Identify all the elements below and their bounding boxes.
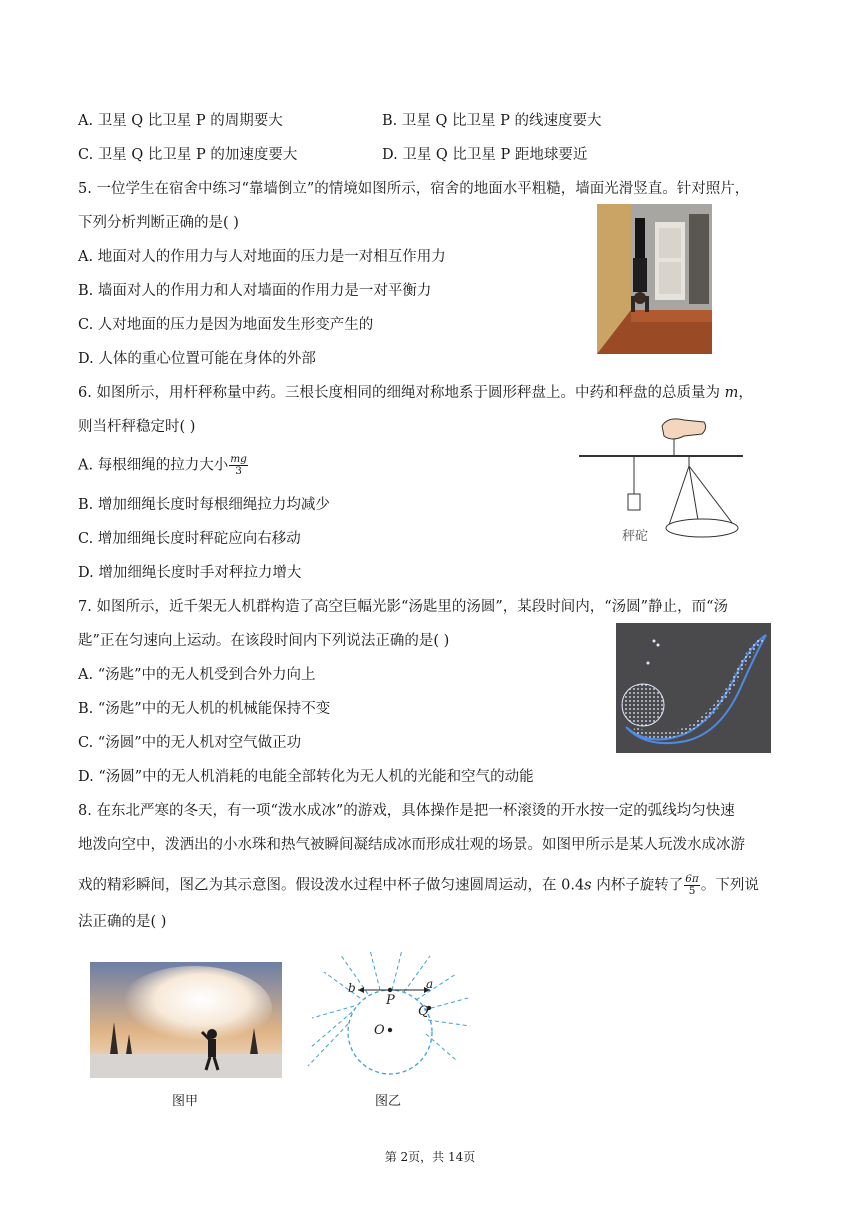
caption-figure-a: 图甲 xyxy=(172,1094,199,1109)
q8-stem-line3-prefix: 戏的精彩瞬间，图乙为其示意图。假设泼水过程中杯子做匀速圆周运动，在 0.4 xyxy=(78,877,585,894)
drone-spoon-photo xyxy=(616,623,771,753)
q5-option-a: A. 地面对人的作用力与人对地面的压力是一对相互作用力 xyxy=(78,249,446,265)
q4-option-d: D. 卫星 Q 比卫星 P 距地球要近 xyxy=(382,147,588,163)
q7-option-d: D. “汤圆”中的无人机消耗的电能全部转化为无人机的光能和空气的动能 xyxy=(78,769,534,785)
q5-option-b: B. 墙面对人的作用力和人对墙面的作用力是一对平衡力 xyxy=(78,283,432,299)
q5-stem-line2: 下列分析判断正确的是( ) xyxy=(78,215,239,231)
q6-option-d: D. 增加细绳长度时手对秤拉力增大 xyxy=(78,565,302,581)
steelyard-diagram xyxy=(576,414,746,552)
q6-stem-suffix: ， xyxy=(738,385,753,401)
q6-stem-var: m xyxy=(724,385,739,401)
q7-option-a: A. “汤匙”中的无人机受到合外力向上 xyxy=(78,667,316,683)
q8-fraction-den: 5 xyxy=(688,885,696,897)
q8-stem-line1: 8. 在东北严寒的冬天，有一项“泼水成冰”的游戏，具体操作是把一杯滚烫的开水按一定的弧线均匀快速 xyxy=(78,803,735,819)
q7-option-c: C. “汤圆”中的无人机对空气做正功 xyxy=(78,735,302,751)
circular-motion-diagram xyxy=(306,948,476,1080)
caption-figure-b: 图乙 xyxy=(375,1094,402,1109)
q4-option-b: B. 卫星 Q 比卫星 P 的线速度要大 xyxy=(382,113,602,129)
q6-stem-line1 xyxy=(78,383,753,403)
q7-stem-line1: 7. 如图所示，近千架无人机群构造了高空巨幅光影“汤匙里的汤圆”，某段时间内，“汤圆”静止，而“汤 xyxy=(78,599,729,615)
q8-stem-line3 xyxy=(78,874,759,897)
q8-stem-line3-mid: 内杯子旋转了 xyxy=(591,877,684,894)
label-o: O xyxy=(374,1023,385,1038)
label-q: Q xyxy=(418,1004,429,1019)
q8-stem-line3-suffix: 。下列说 xyxy=(700,877,759,894)
q4-option-c: C. 卫星 Q 比卫星 P 的加速度要大 xyxy=(78,147,298,163)
q7-option-b: B. “汤匙”中的无人机的机械能保持不变 xyxy=(78,701,331,717)
label-p: P xyxy=(386,993,395,1008)
q6-stem-prefix: 6. 如图所示，用杆秤称量中药。三根长度相同的细绳对称地系于圆形秤盘上。中药和秤盘的总质量为 xyxy=(78,385,725,401)
q5-option-d: D. 人体的重心位置可能在身体的外部 xyxy=(78,351,316,367)
q6-option-a-prefix: A. 每根细绳的拉力大小 xyxy=(78,457,229,474)
q6-stem-line2: 则当杆秤稳定时( ) xyxy=(78,419,196,435)
q6-fraction-num: mg xyxy=(230,453,247,465)
label-b: b xyxy=(348,981,356,995)
page-footer: 第 2页，共 14页 xyxy=(384,1150,476,1164)
q8-stem-line2: 地泼向空中，泼洒出的小水珠和热气被瞬间凝结成冰而形成壮观的场景。如图甲所示是某人玩泼水成冰游 xyxy=(78,837,745,853)
q5-option-c: C. 人对地面的压力是因为地面发生形变产生的 xyxy=(78,317,374,333)
q4-option-a: A. 卫星 Q 比卫星 P 的周期要大 xyxy=(78,113,283,129)
q6-option-b: B. 增加细绳长度时每根细绳拉力均减少 xyxy=(78,497,330,513)
q6-fraction-den: 3 xyxy=(235,465,242,477)
label-a: a xyxy=(426,977,434,991)
q8-stem-line3-unit: s xyxy=(584,877,592,894)
counterweight-label: 秤砣 xyxy=(622,528,649,543)
q5-stem-line1: 5. 一位学生在宿舍中练习“靠墙倒立”的情境如图所示，宿舍的地面水平粗糙，墙面光滑竖直。针对照片， xyxy=(78,181,750,197)
q6-fraction xyxy=(229,454,248,477)
handstand-photo xyxy=(597,204,712,354)
water-freeze-photo xyxy=(90,962,282,1078)
q6-option-c: C. 增加细绳长度时秤砣应向右移动 xyxy=(78,531,301,547)
q8-stem-line4: 法正确的是( ) xyxy=(78,914,167,930)
q6-option-a xyxy=(78,454,249,477)
q7-stem-line2: 匙”正在匀速向上运动。在该段时间内下列说法正确的是( ) xyxy=(78,633,450,649)
q8-fraction-num: 6π xyxy=(685,873,699,885)
q8-fraction xyxy=(684,874,700,897)
